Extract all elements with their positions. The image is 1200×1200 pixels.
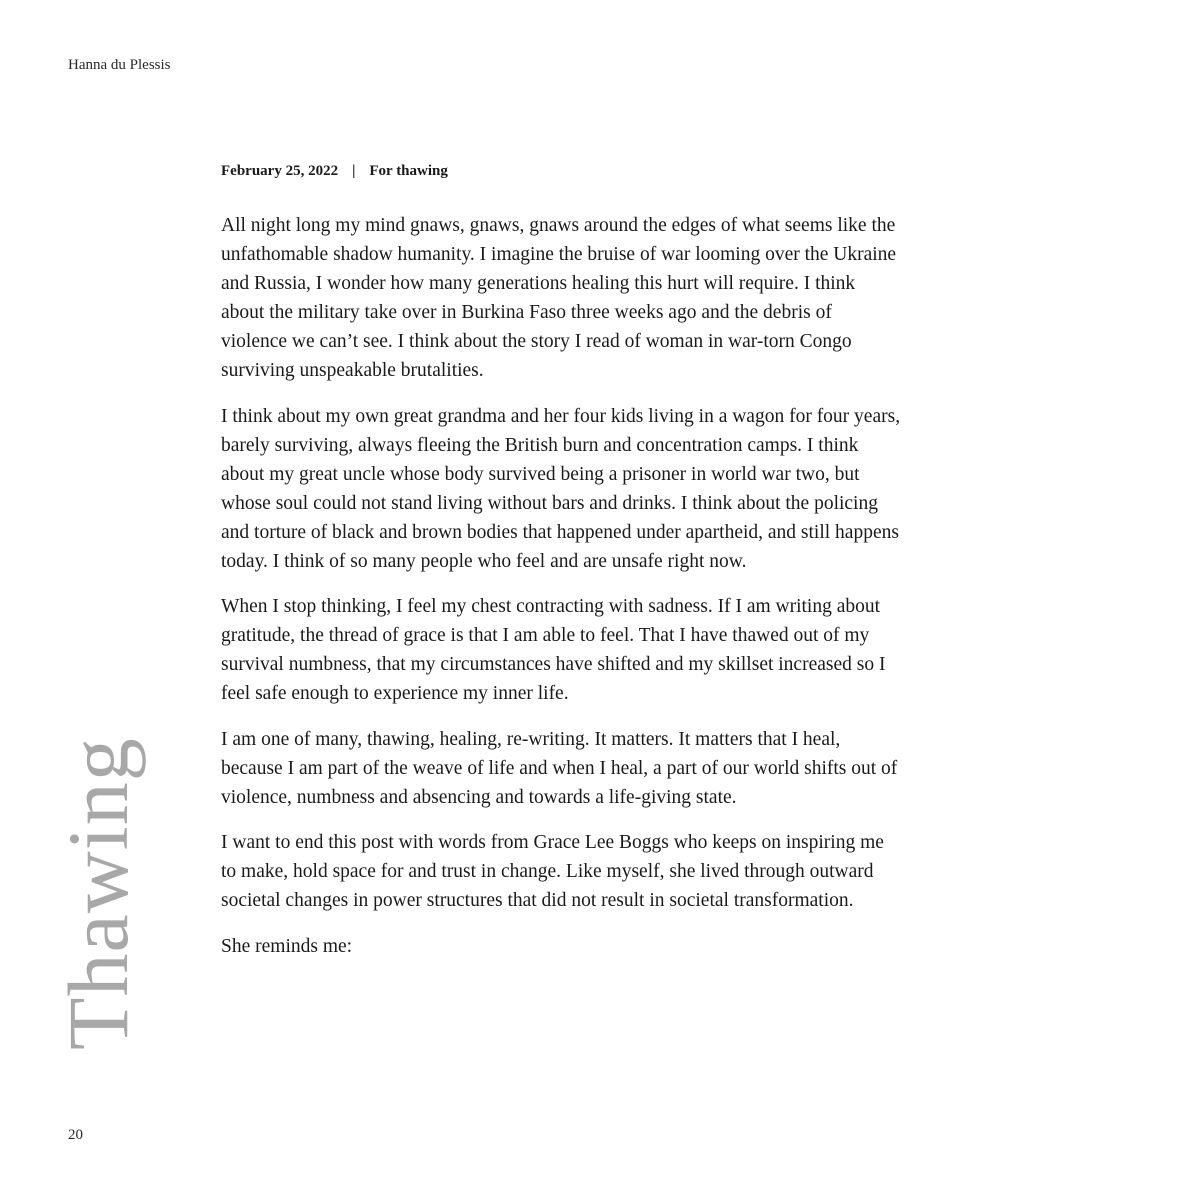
vertical-section-title: Thawing bbox=[50, 737, 146, 1050]
paragraph: When I stop thinking, I feel my chest contracting with sadness. If I am writing about gratitude, the thread of grace is that I am able to feel. That I have thawed out of my survival numbness, that my circumstances have shifted and my skillset increased so I feel safe enough to experience my inner life. bbox=[221, 596, 886, 704]
paragraph: I want to end this post with words from Grace Lee Boggs who keeps on inspiring me to make, hold space for and trust in change. Like myself, she lived through outward societal changes in power structures that did not result in societal transformation. bbox=[221, 832, 884, 911]
paragraph: I think about my own great grandma and her four kids living in a wagon for four years, barely surviving, always fleeing the British burn and concentration camps. I think about my great uncle whose body survived being a prisoner in world war two, but whose soul could not stand living without bars and drinks. I think about the policing and torture of black and brown bodies that happened under apartheid, and still happens today. I think of so many people who feel and are unsafe right now. bbox=[221, 405, 901, 572]
post-category: For thawing bbox=[369, 163, 448, 179]
paragraph: I am one of many, thawing, healing, re-writing. It matters. It matters that I heal, because I am part of the weave of life and when I heal, a part of our world shifts out of violence, numbness and absencing and towards a life-giving state. bbox=[221, 728, 898, 808]
paragraph: All night long my mind gnaws, gnaws, gnaws around the edges of what seems like the unfathomable shadow humanity. I imagine the bruise of war looming over the Ukraine and Russia, I wonder how many generations healing this hurt will require. I think about the military take over in Burkina Faso three weeks ago and the debris of violence we can’t see. I think about the story I read of woman in war-torn Congo surviving unspeakable brutalities. bbox=[221, 215, 897, 381]
paragraph: She reminds me: bbox=[221, 935, 353, 957]
post-meta bbox=[221, 163, 448, 180]
meta-separator: | bbox=[352, 163, 356, 179]
post-date: February 25, 2022 bbox=[221, 163, 339, 179]
running-header-author: Hanna du Plessis bbox=[68, 57, 171, 73]
page-number: 20 bbox=[68, 1127, 83, 1143]
post-body bbox=[221, 211, 901, 977]
